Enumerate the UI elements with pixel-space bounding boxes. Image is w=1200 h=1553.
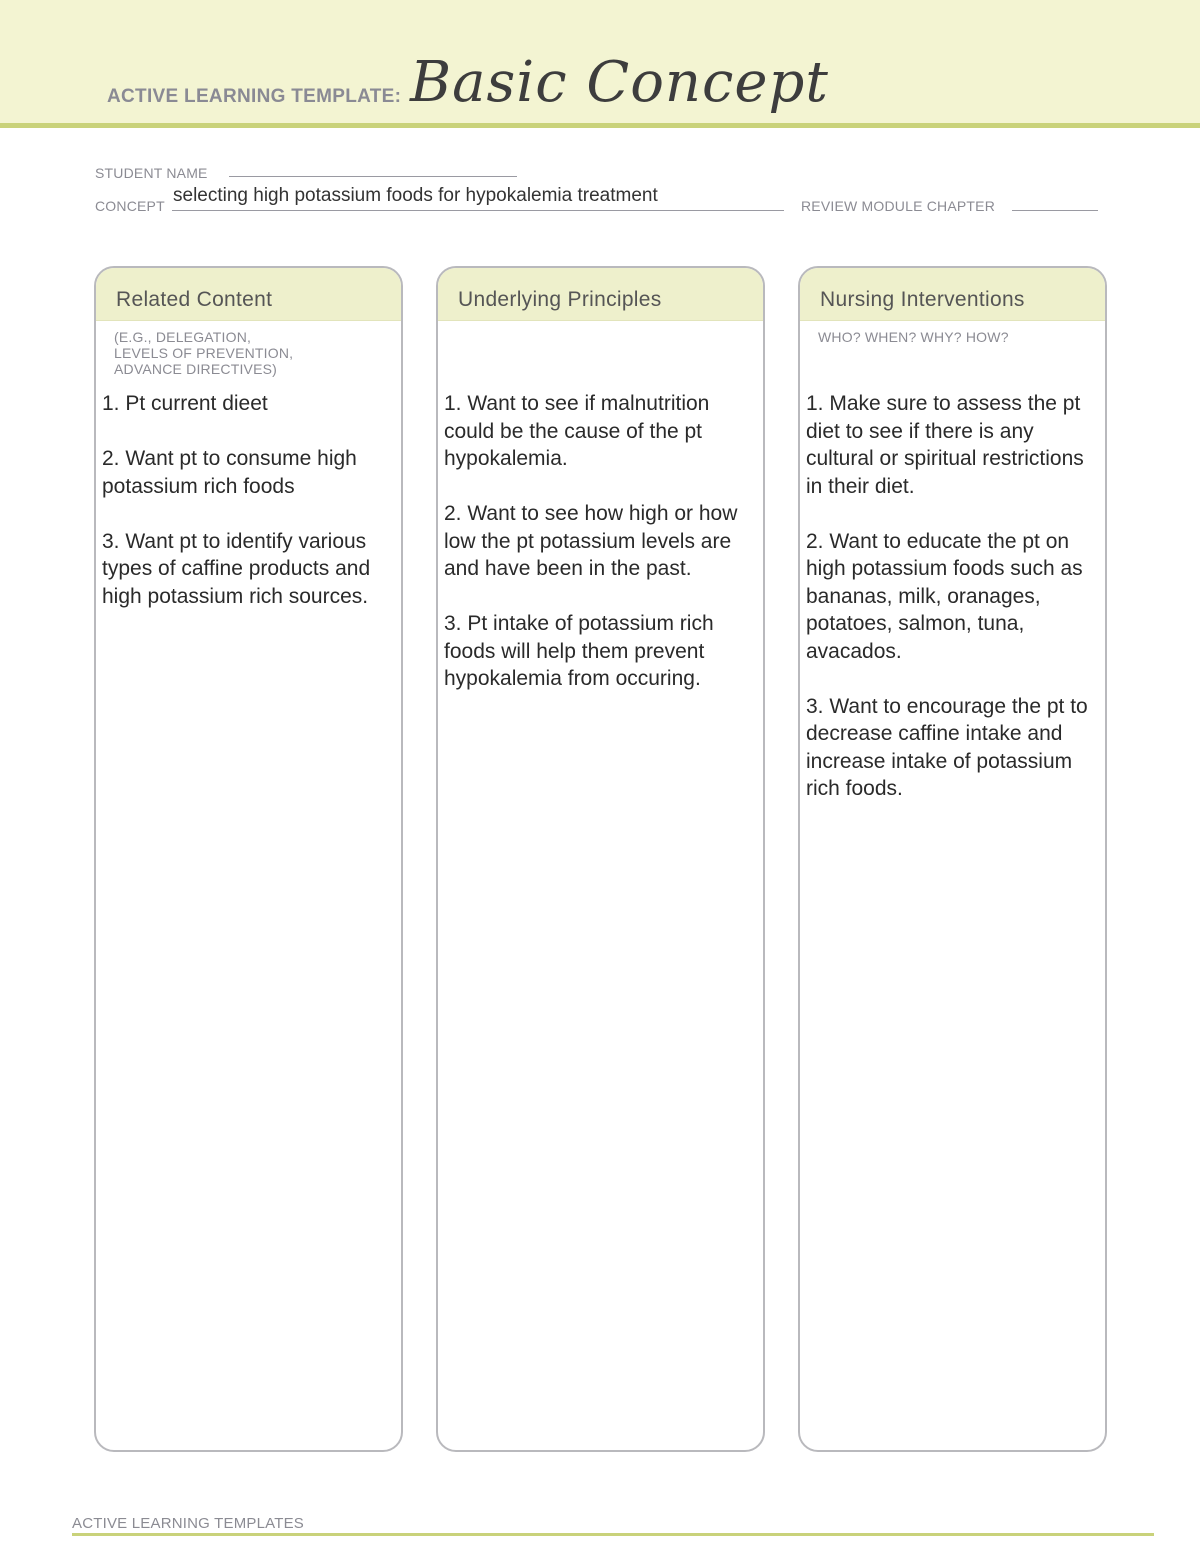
list-item: 1. Make sure to assess the pt diet to see if there is any cultural or spiritual restrictions in their diet.	[806, 392, 1084, 498]
footer-label: ACTIVE LEARNING TEMPLATES	[72, 1515, 304, 1532]
list-item: 2. Want pt to consume high potassium rich foods	[102, 447, 357, 498]
panel-subtitle: WHO? WHEN? WHY? HOW?	[818, 329, 1009, 345]
concept-label: CONCEPT	[95, 198, 165, 214]
review-module-field[interactable]	[1012, 210, 1098, 211]
list-item: 1. Want to see if malnutrition could be the cause of the pt hypokalemia.	[444, 392, 710, 470]
student-name-field[interactable]	[229, 176, 517, 177]
student-name-label: STUDENT NAME	[95, 165, 208, 181]
panel-title: Underlying Principles	[438, 268, 763, 321]
list-item: 3. Pt intake of potassium rich foods will help them prevent hypokalemia from occuring.	[444, 612, 714, 690]
panel-underlying-principles	[436, 266, 765, 1452]
concept-value: selecting high potassium foods for hypokalemia treatment	[173, 185, 658, 206]
review-module-label: REVIEW MODULE CHAPTER	[801, 198, 995, 214]
template-title: Basic Concept	[410, 50, 829, 115]
template-label: ACTIVE LEARNING TEMPLATE:	[107, 86, 402, 107]
panel-items	[444, 390, 755, 720]
list-item: 1. Pt current dieet	[102, 392, 268, 415]
list-item: 3. Want pt to identify various types of caffine products and high potassium rich sources.	[102, 529, 371, 608]
panel-related-content	[94, 266, 403, 1452]
panel-items	[102, 390, 393, 638]
concept-field[interactable]	[172, 210, 784, 211]
panel-items	[806, 390, 1097, 830]
panel-title: Related Content	[96, 268, 401, 321]
panel-nursing-interventions	[798, 266, 1107, 1452]
list-item: 2. Want to see how high or how low the pt potassium levels are and have been in the past.	[444, 502, 738, 580]
panel-subtitle: (E.G., DELEGATION, LEVELS OF PREVENTION, ADVANCE DIRECTIVES)	[114, 329, 294, 377]
panel-title: Nursing Interventions	[800, 268, 1105, 321]
header-divider	[0, 123, 1200, 128]
footer-divider	[72, 1533, 1154, 1536]
list-item: 2. Want to educate the pt on high potassium foods such as bananas, milk, oranages, potatoes, salmon, tuna, avacados.	[806, 529, 1083, 663]
list-item: 3. Want to encourage the pt to decrease caffine intake and increase intake of potassium rich foods.	[806, 694, 1088, 800]
